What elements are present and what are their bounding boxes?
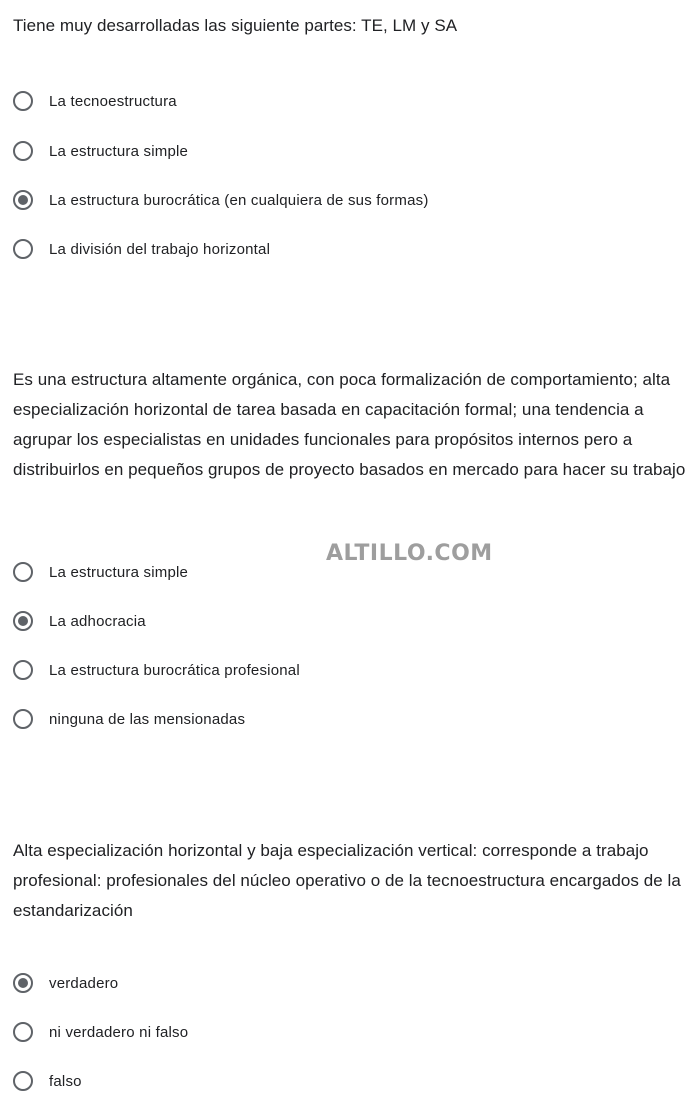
option-q1-2[interactable] (13, 138, 188, 164)
question-3-text: Alta especialización horizontal y baja especialización vertical: corresponde a trabajo profesional: profesionales del núcleo operativo o de la tecnoestructura encargados de la estandarización (13, 841, 681, 920)
question-1 (13, 11, 700, 41)
option-label: La división del trabajo horizontal (49, 240, 271, 258)
option-q3-1[interactable] (13, 970, 118, 996)
option-q1-3[interactable] (13, 187, 429, 213)
radio-button[interactable] (13, 660, 33, 680)
option-label: ninguna de las mensionadas (49, 710, 246, 728)
option-label: falso (49, 1072, 82, 1090)
option-q1-4[interactable] (13, 236, 270, 262)
option-label: La tecnoestructura (49, 92, 177, 110)
option-q1-1[interactable] (13, 88, 177, 114)
question-2 (13, 365, 700, 485)
radio-button[interactable] (13, 239, 33, 259)
option-q2-1[interactable] (13, 559, 188, 585)
option-q3-2[interactable] (13, 1019, 188, 1045)
question-3 (13, 836, 700, 926)
radio-button-selected[interactable] (13, 611, 33, 631)
option-q2-3[interactable] (13, 657, 300, 683)
radio-button[interactable] (13, 1022, 33, 1042)
option-label: La estructura burocrática (en cualquiera de sus formas) (49, 191, 429, 209)
option-label: ni verdadero ni falso (49, 1023, 189, 1041)
option-q3-3[interactable] (13, 1068, 82, 1094)
radio-button[interactable] (13, 1071, 33, 1091)
option-label: verdadero (49, 974, 119, 992)
radio-button[interactable] (13, 709, 33, 729)
option-q2-4[interactable] (13, 706, 245, 732)
option-label: La estructura burocrática profesional (49, 661, 300, 679)
radio-button-selected[interactable] (13, 190, 33, 210)
question-2-text: Es una estructura altamente orgánica, con poca formalización de comportamiento; alta especialización horizontal de tarea basada en capacitación formal; una tendencia a agrupar los especialistas en unidades funcionales para propósitos internos pero a distribuirlos en pequeños grupos de proyecto basados en mercado para hacer su trabajo (13, 370, 686, 479)
option-label: La estructura simple (49, 563, 189, 581)
question-1-text: Tiene muy desarrolladas las siguiente partes: TE, LM y SA (13, 16, 458, 35)
watermark: ALTILLO.COM (326, 541, 493, 566)
radio-button-selected[interactable] (13, 973, 33, 993)
radio-button[interactable] (13, 562, 33, 582)
option-q2-2[interactable] (13, 608, 146, 634)
option-label: La estructura simple (49, 142, 189, 160)
radio-button[interactable] (13, 91, 33, 111)
option-label: La adhocracia (49, 612, 146, 630)
radio-button[interactable] (13, 141, 33, 161)
